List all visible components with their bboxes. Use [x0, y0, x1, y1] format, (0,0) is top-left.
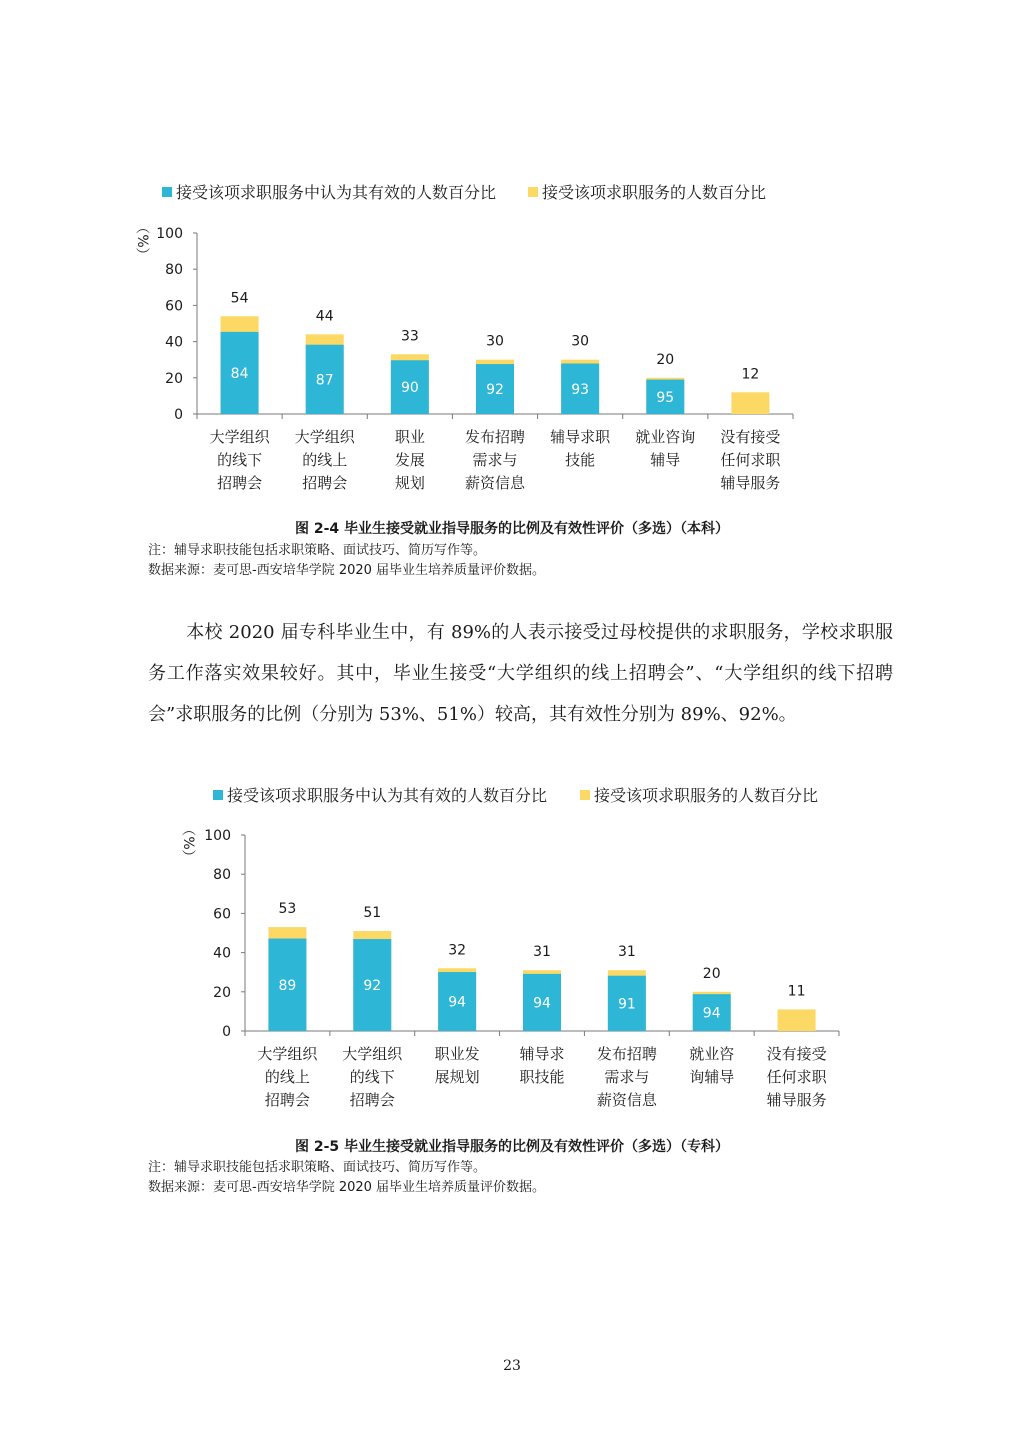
- body-paragraph-text: 本校 2020 届专科毕业生中，有 89%的人表示接受过母校提供的求职服务，学校求职服务工作落实效果较好。其中，毕业生接受“大学组织的线上招聘会”、“大学组织的线下招聘会”求职服务的比例（分别为 53%、51%）较高，其有效性分别为 89%、92%。: [148, 622, 893, 725]
- legend: [213, 786, 818, 805]
- category-label: 发布招聘: [596, 1045, 657, 1063]
- bar-effective-label: 95: [656, 389, 675, 406]
- bar-received-label: 51: [363, 905, 382, 922]
- bar-effective-label: 94: [533, 995, 551, 1012]
- bar-received-label: 32: [448, 942, 467, 959]
- bar-received-label: 11: [787, 983, 806, 1000]
- bar-effective-label: 93: [571, 381, 590, 398]
- bar-effective-label: 91: [617, 996, 636, 1013]
- y-tick-label: 100: [204, 828, 231, 844]
- y-axis-unit-label: （%）: [134, 220, 150, 262]
- bar-received-label: 12: [741, 366, 760, 383]
- category-label: 大学组织: [342, 1045, 403, 1063]
- y-tick-label: 0: [222, 1024, 231, 1040]
- bar-received-label: 31: [617, 944, 636, 961]
- category-label: 发展: [394, 451, 425, 469]
- category-label: 大学组织: [257, 1045, 318, 1063]
- y-tick-label: 40: [165, 334, 183, 351]
- bar-received-label: 44: [315, 308, 334, 325]
- category-label: 招聘会: [302, 474, 348, 492]
- category-label: 没有接受: [720, 428, 781, 446]
- category-label: 就业咨: [689, 1045, 735, 1063]
- legend-swatch-received: [580, 790, 590, 800]
- category-label: 辅导求职: [550, 428, 611, 446]
- category-label: 辅导求: [519, 1045, 565, 1063]
- category-label: 辅导服务: [720, 474, 781, 492]
- bar-received-label: 31: [533, 944, 551, 961]
- y-tick-label: 0: [174, 407, 183, 423]
- y-tick-label: 80: [165, 262, 183, 279]
- y-tick-label: 20: [165, 370, 183, 387]
- bar-effective-label: 92: [363, 978, 382, 995]
- y-tick-label: 20: [213, 984, 231, 1001]
- category-label: 就业咨询: [635, 428, 696, 446]
- bar-effective-label: 84: [230, 365, 249, 382]
- category-label: 任何求职: [766, 1068, 827, 1086]
- chart-bachelor: [0, 170, 1024, 510]
- figure1-note: 注：辅导求职技能包括求职策略、面试技巧、简历写作等。: [148, 543, 487, 558]
- category-label: 的线上: [264, 1068, 310, 1086]
- bar-received: [731, 392, 769, 414]
- category-label: 辅导: [650, 451, 681, 469]
- y-axis-unit-label: （%）: [180, 822, 196, 864]
- y-tick-label: 60: [213, 906, 231, 923]
- bar-effective-label: 94: [702, 1005, 721, 1022]
- category-label: 需求与: [604, 1068, 650, 1086]
- legend-swatch-effective: [213, 790, 223, 800]
- category-label: 大学组织: [209, 428, 270, 446]
- bar-received-label: 30: [571, 333, 590, 350]
- legend-label-effective: 接受该项求职服务中认为其有效的人数百分比: [176, 183, 497, 202]
- y-tick-label: 60: [165, 298, 183, 315]
- y-tick-label: 80: [213, 867, 231, 884]
- category-label: 发布招聘: [464, 428, 526, 446]
- page-number: 23: [503, 1358, 521, 1374]
- category-label: 辅导服务: [766, 1091, 827, 1109]
- category-label: 职业: [394, 428, 425, 446]
- category-label: 规划: [394, 474, 425, 492]
- figure2-caption: 图 2-5 毕业生接受就业指导服务的比例及有效性评价（多选）（专科）: [294, 1139, 730, 1155]
- bar-effective-label: 90: [400, 380, 419, 397]
- category-label: 薪资信息: [464, 474, 526, 492]
- bar-effective-label: 89: [278, 977, 297, 994]
- bar-received-label: 20: [702, 965, 721, 982]
- category-label: 任何求职: [720, 451, 781, 469]
- figure2-source: 数据来源：麦可思-西安培华学院 2020 届毕业生培养质量评价数据。: [148, 1180, 546, 1195]
- category-label: 展规划: [434, 1068, 480, 1086]
- y-tick-label: 100: [156, 226, 183, 242]
- bar-received-label: 33: [400, 328, 419, 345]
- bar-effective-label: 87: [315, 372, 334, 389]
- bar-effective-label: 92: [486, 382, 504, 399]
- category-label: 薪资信息: [596, 1091, 657, 1109]
- category-label: 职业发: [434, 1045, 480, 1063]
- bar-received-label: 20: [656, 351, 675, 368]
- category-label: 的线下: [349, 1068, 395, 1086]
- body-paragraph: [148, 612, 893, 735]
- category-label: 大学组织: [294, 428, 355, 446]
- category-label: 技能: [565, 451, 596, 469]
- legend-swatch-received: [528, 187, 538, 197]
- legend-label-received: 接受该项求职服务的人数百分比: [594, 786, 819, 805]
- category-label: 职技能: [519, 1068, 565, 1086]
- legend: [162, 183, 766, 202]
- bar-received: [778, 1009, 816, 1031]
- bar-received-label: 54: [230, 290, 249, 307]
- figure2-note: 注：辅导求职技能包括求职策略、面试技巧、简历写作等。: [148, 1160, 487, 1175]
- category-label: 招聘会: [217, 474, 263, 492]
- figure1-source: 数据来源：麦可思-西安培华学院 2020 届毕业生培养质量评价数据。: [148, 563, 546, 578]
- chart-associate: [0, 775, 1024, 1125]
- category-label: 招聘会: [264, 1091, 310, 1109]
- y-tick-label: 40: [213, 945, 231, 962]
- category-label: 的线上: [302, 451, 348, 469]
- legend-label-effective: 接受该项求职服务中认为其有效的人数百分比: [227, 786, 548, 805]
- category-label: 没有接受: [766, 1045, 827, 1063]
- bar-received-label: 30: [486, 333, 504, 350]
- category-label: 需求与: [472, 451, 518, 469]
- figure1-caption: 图 2-4 毕业生接受就业指导服务的比例及有效性评价（多选）（本科）: [294, 521, 730, 537]
- category-label: 询辅导: [689, 1068, 735, 1086]
- category-label: 的线下: [217, 451, 263, 469]
- bar-effective-label: 94: [448, 994, 467, 1011]
- category-label: 招聘会: [349, 1091, 395, 1109]
- legend-label-received: 接受该项求职服务的人数百分比: [542, 183, 767, 202]
- bar-received-label: 53: [278, 901, 297, 918]
- legend-swatch-effective: [162, 187, 172, 197]
